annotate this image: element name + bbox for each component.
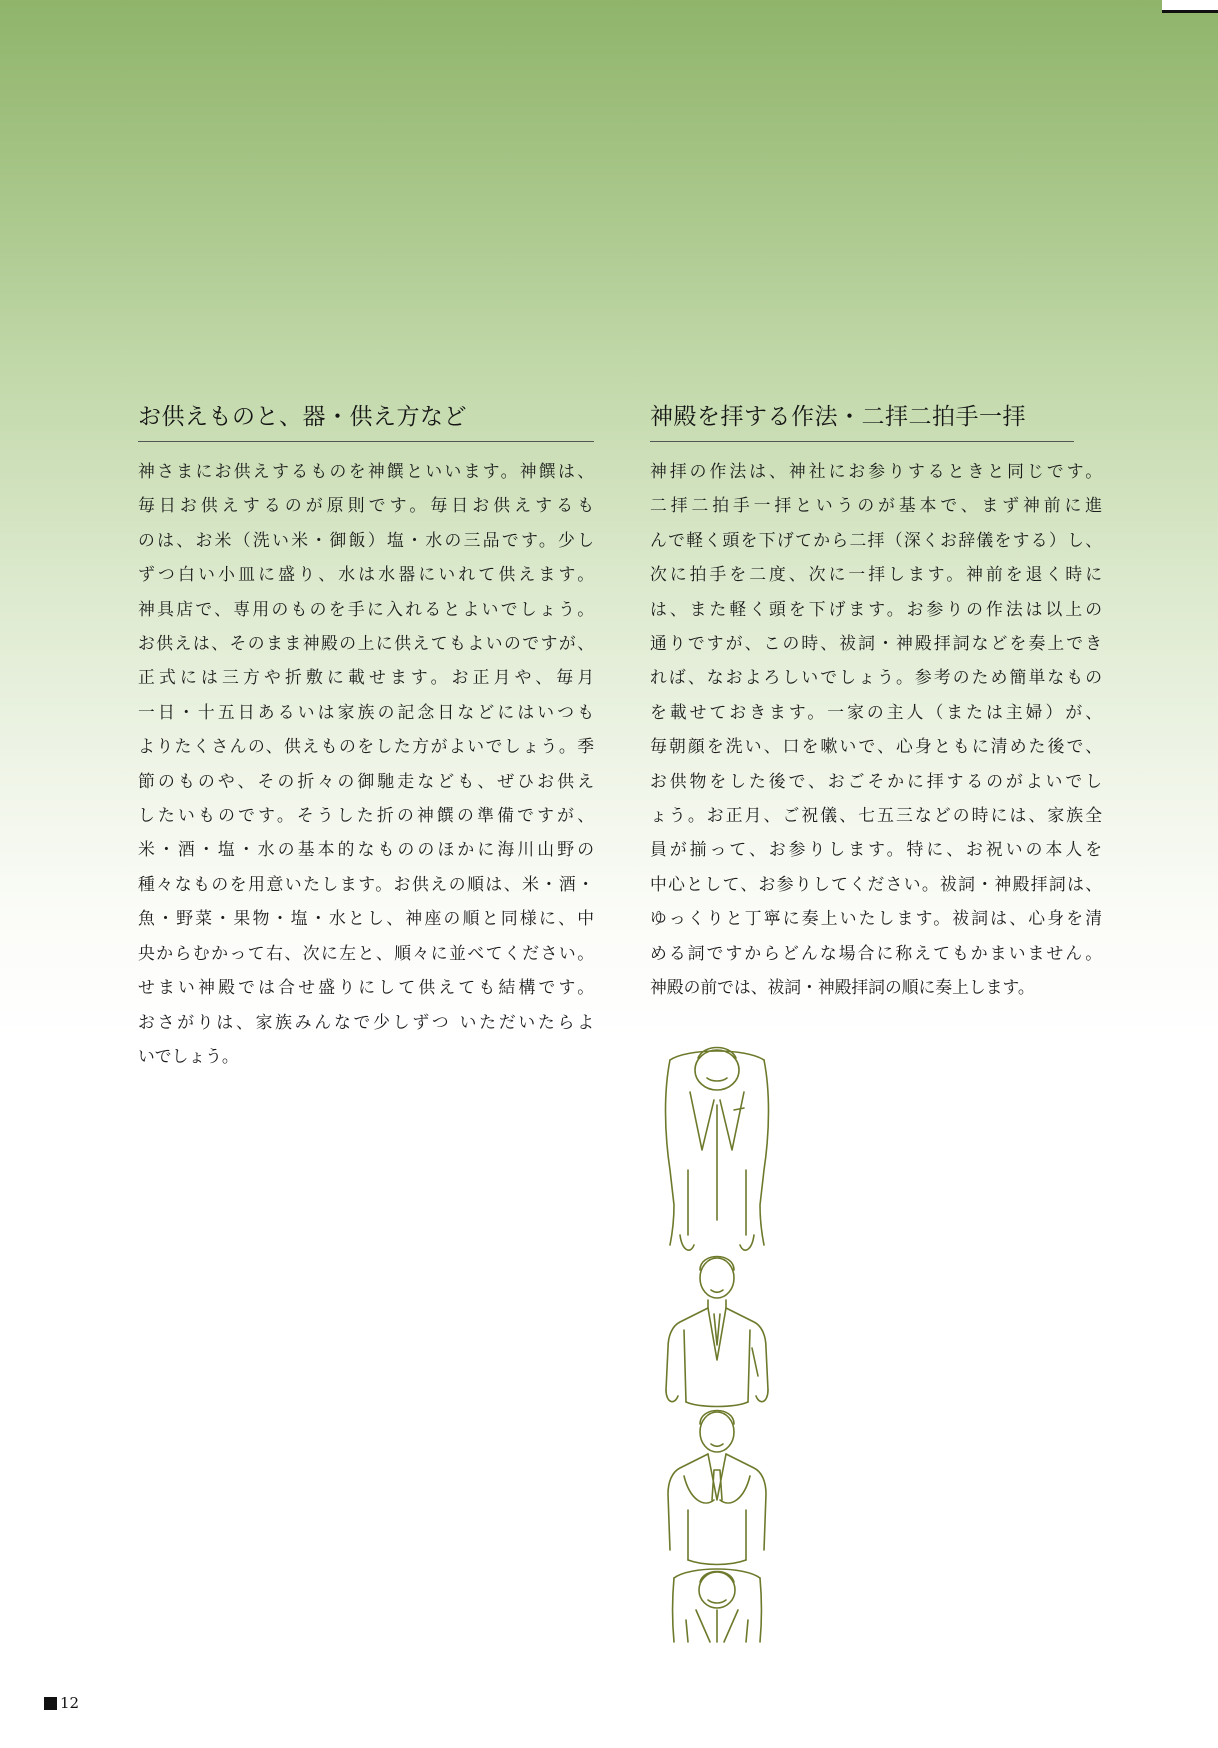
offerings-line: せまい神殿では合せ盛りにして供えても結構です。 [138, 977, 594, 998]
page-number [44, 1694, 79, 1712]
worship-line: 毎朝顔を洗い、口を嗽いで、心身ともに清めた後で、 [650, 736, 1102, 757]
worship-line: 員が揃って、お参りします。特に、お祝いの本人を [650, 839, 1102, 860]
bowing-figures-illustration [644, 1030, 790, 1646]
offerings-section [138, 398, 594, 1073]
offerings-line: 正式には三方や折敷に載せます。お正月や、毎月 [138, 667, 594, 688]
offerings-line: したいものです。そうした折の神饌の準備ですが、 [138, 805, 594, 826]
offerings-line: 一日・十五日あるいは家族の記念日などにはいつも [138, 701, 594, 722]
offerings-line: 央からむかって右、次に左と、順々に並べてください。 [138, 942, 594, 963]
offerings-body [138, 454, 594, 1073]
worship-line: は、また軽く頭を下げます。お参りの作法は以上の [650, 598, 1102, 619]
deep-bow-figure [666, 1048, 769, 1251]
offerings-line: 米・酒・塩・水の基本的なもののほかに海川山野の [138, 839, 594, 860]
offerings-line: 毎日お供えするのが原則です。毎日お供えするも [138, 495, 594, 516]
offerings-line: 神さまにお供えするものを神饌といいます。神饌は、 [138, 461, 594, 481]
worship-heading: 神殿を拝する作法・二拝二拍手一拝 [650, 398, 1074, 442]
corner-crop-mark [1162, 0, 1218, 13]
offerings-line: よりたくさんの、供えものをした方がよいでしょう。季 [138, 736, 594, 757]
offerings-line: いでしょう。 [138, 1045, 239, 1066]
worship-line: 中心として、お参りしてください。祓詞・神殿拝詞は、 [650, 873, 1102, 894]
offerings-line: ずつ白い小皿に盛り、水は水器にいれて供えます。 [138, 564, 594, 585]
worship-line: お供物をした後で、おごそかに拝するのがよいでし [650, 770, 1102, 791]
worship-line: める詞ですからどんな場合に称えてもかまいません。 [650, 942, 1102, 963]
clapping-figure [668, 1411, 766, 1565]
worship-line: 通りですが、この時、祓詞・神殿拝詞などを奏上でき [650, 633, 1102, 654]
final-bow-figure [673, 1569, 762, 1642]
offerings-line: 節のものや、その折々の御馳走なども、ぜひお供え [138, 770, 594, 791]
offerings-line: 種々なものを用意いたします。お供えの順は、米・酒・ [138, 873, 594, 894]
offerings-line: おさがりは、家族みんなで少しずつ いただいたらよ [138, 1011, 594, 1032]
offerings-line: お供えは、そのまま神殿の上に供えてもよいのですが、 [138, 633, 594, 654]
worship-line: んで軽く頭を下げてから二拝（深くお辞儀をする）し、 [650, 529, 1102, 550]
offerings-line: 魚・野菜・果物・塩・水とし、神座の順と同様に、中 [138, 908, 594, 929]
worship-line: 神拝の作法は、神社にお参りするときと同じです。 [650, 461, 1102, 481]
worship-line: 神殿の前では、祓詞・神殿拝詞の順に奏上します。 [650, 977, 1035, 998]
offerings-line: のは、お米（洗い米・御飯）塩・水の三品です。少し [138, 529, 594, 550]
standing-figure [666, 1257, 768, 1407]
worship-line: ゆっくりと丁寧に奏上いたします。祓詞は、心身を清 [650, 908, 1102, 929]
offerings-heading: お供えものと、器・供え方など [138, 398, 594, 442]
worship-line: 次に拍手を二度、次に一拝します。神前を退く時に [650, 564, 1102, 585]
page-number-text: 12 [60, 1694, 80, 1712]
worship-line: を載せておきます。一家の主人（または主婦）が、 [650, 701, 1102, 722]
worship-body [650, 454, 1102, 1005]
worship-line: れば、なおよろしいでしょう。参考のため簡単なもの [650, 667, 1102, 688]
worship-section [650, 398, 1102, 1005]
page-number-marker [44, 1697, 57, 1710]
worship-line: 二拝二拍手一拝というのが基本で、まず神前に進 [650, 495, 1102, 516]
offerings-line: 神具店で、専用のものを手に入れるとよいでしょう。 [138, 598, 594, 619]
worship-line: ょう。お正月、ご祝儀、七五三などの時には、家族全 [650, 805, 1102, 826]
